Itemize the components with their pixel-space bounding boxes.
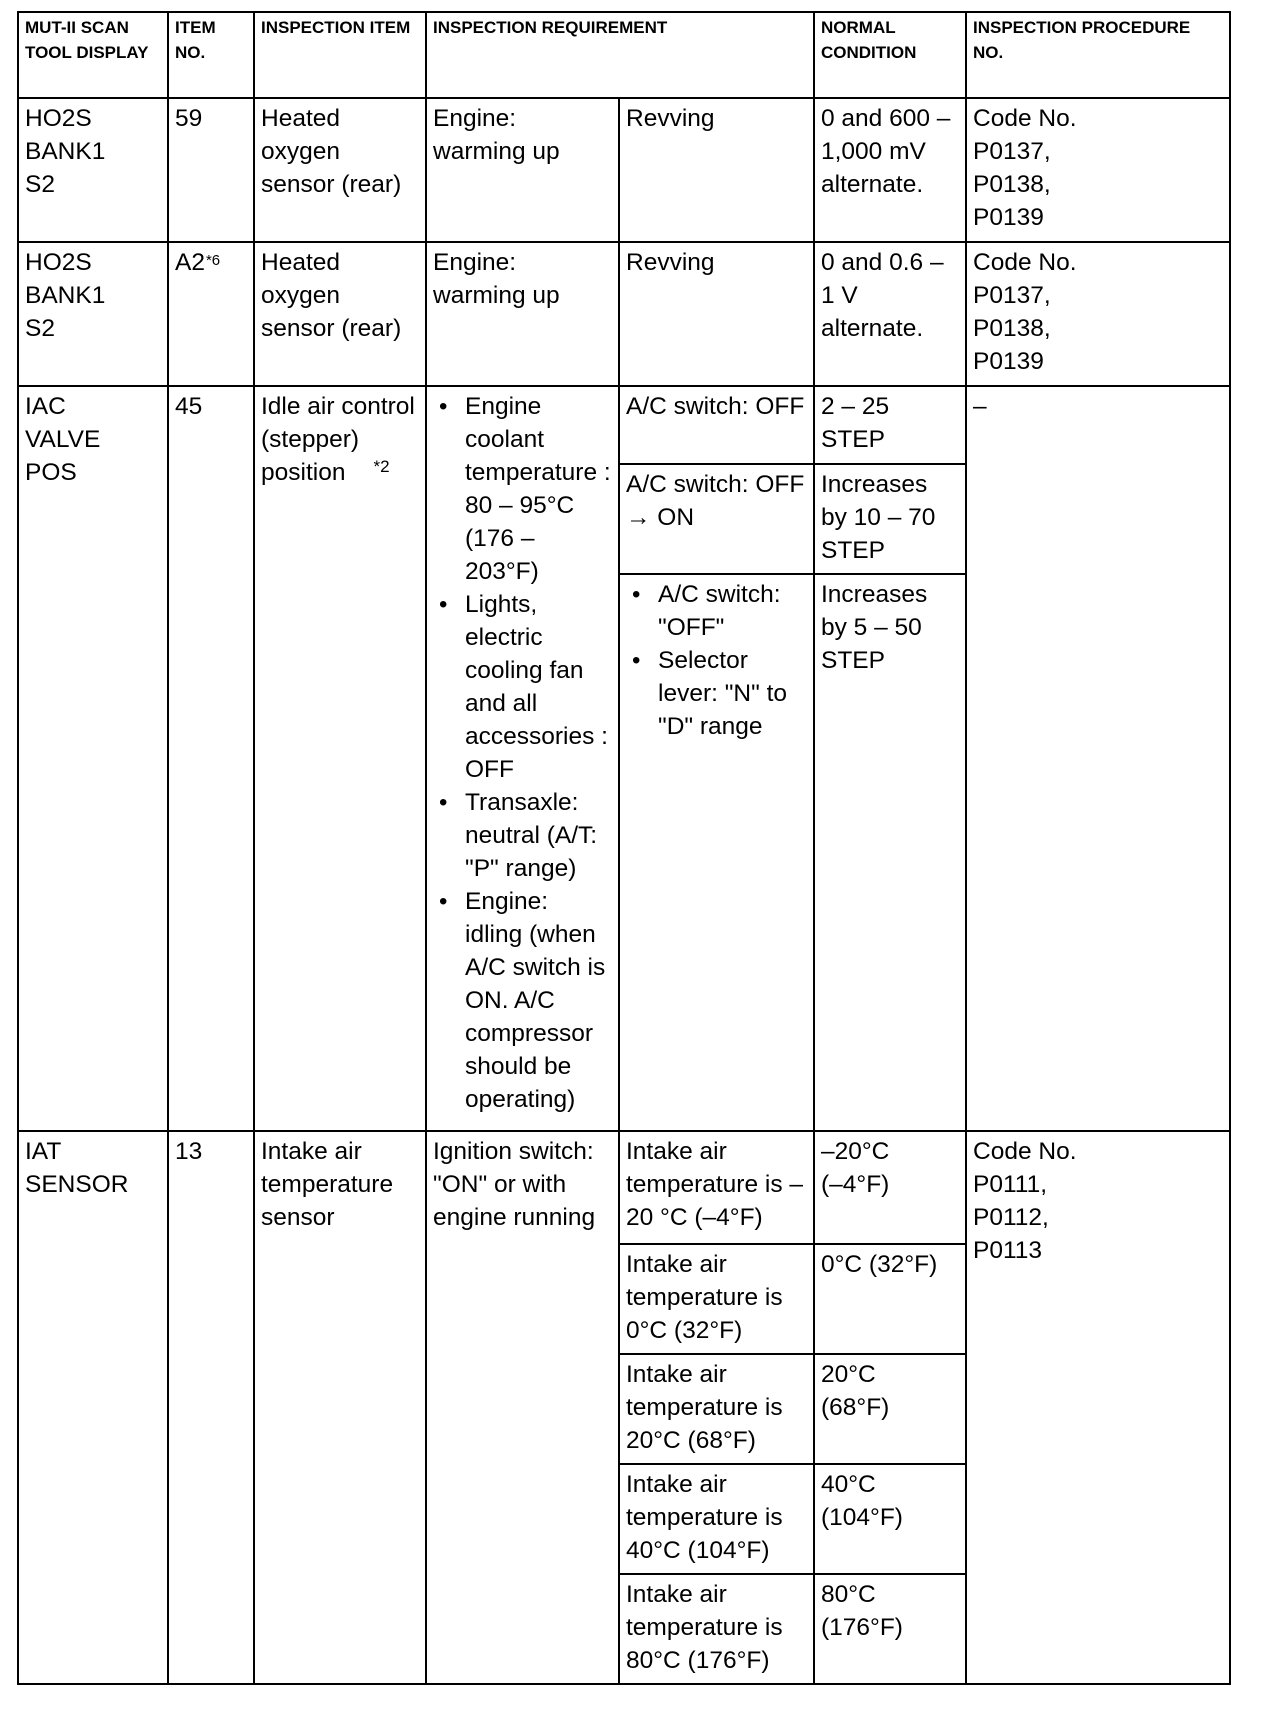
inspection-table bbox=[17, 11, 1231, 1685]
table-row-iat bbox=[18, 1131, 1230, 1244]
list-item: • Selector lever: "N" to "D" range bbox=[626, 644, 807, 743]
condition-list bbox=[626, 578, 807, 743]
inspection-item-cell bbox=[254, 386, 426, 1131]
list-item: • Engine coolant temperature : 80 – 95°C (176 – 203°F) bbox=[433, 390, 612, 588]
condition-cell bbox=[619, 574, 814, 1131]
header-procedure-no: INSPECTION PROCEDURE NO. bbox=[966, 12, 1230, 98]
list-item: • A/C switch: "OFF" bbox=[626, 578, 807, 644]
header-item-no: ITEM NO. bbox=[168, 12, 254, 98]
procedure-cell: – bbox=[966, 386, 1230, 1131]
normal-condition-cell: 40°C (104°F) bbox=[814, 1464, 966, 1574]
table-row-iac bbox=[18, 386, 1230, 464]
normal-condition-cell: 0 and 600 – 1,000 mV alternate. bbox=[814, 98, 966, 242]
item-no-cell bbox=[168, 242, 254, 386]
list-item: • Transaxle: neutral (A/T: "P" range) bbox=[433, 786, 612, 885]
condition-cell: Revving bbox=[619, 242, 814, 386]
inspection-item-cell: Heated oxygen sensor (rear) bbox=[254, 242, 426, 386]
requirement-cell: Engine: warming up bbox=[426, 242, 619, 386]
procedure-cell: Code No. P0137, P0138, P0139 bbox=[966, 98, 1230, 242]
condition-cell: Intake air temperature is 0°C (32°F) bbox=[619, 1244, 814, 1354]
condition-cell: Revving bbox=[619, 98, 814, 242]
header-inspection-item: INSPECTION ITEM bbox=[254, 12, 426, 98]
table-row-ho2s-a2 bbox=[18, 242, 1230, 386]
display-cell: HO2S BANK1 S2 bbox=[18, 242, 168, 386]
requirement-cell bbox=[426, 386, 619, 1131]
list-item: • Engine: idling (when A/C switch is ON. A/C compressor should be operating) bbox=[433, 885, 612, 1116]
condition-cell: Intake air temperature is 40°C (104°F) bbox=[619, 1464, 814, 1574]
display-cell: IAT SENSOR bbox=[18, 1131, 168, 1684]
normal-condition-cell: –20°C (–4°F) bbox=[814, 1131, 966, 1244]
procedure-cell: Code No. P0111, P0112, P0113 bbox=[966, 1131, 1230, 1684]
normal-condition-cell: 0 and 0.6 – 1 V alternate. bbox=[814, 242, 966, 386]
display-cell: IAC VALVE POS bbox=[18, 386, 168, 1131]
normal-condition-cell: 80°C (176°F) bbox=[814, 1574, 966, 1684]
table-row-ho2s-59 bbox=[18, 98, 1230, 242]
normal-condition-cell: 2 – 25 STEP bbox=[814, 386, 966, 464]
item-no-value: A2 bbox=[175, 249, 205, 276]
condition-cell: Intake air temperature is –20 °C (–4°F) bbox=[619, 1131, 814, 1244]
procedure-cell: Code No. P0137, P0138, P0139 bbox=[966, 242, 1230, 386]
requirement-cell: Engine: warming up bbox=[426, 98, 619, 242]
condition-cell: Intake air temperature is 80°C (176°F) bbox=[619, 1574, 814, 1684]
header-row bbox=[18, 12, 1230, 98]
header-display: MUT-II SCAN TOOL DISPLAY bbox=[18, 12, 168, 98]
list-item: • Lights, electric cooling fan and all accessories : OFF bbox=[433, 588, 612, 786]
normal-condition-cell: Increases by 10 – 70 STEP bbox=[814, 464, 966, 574]
inspection-item-cell: Heated oxygen sensor (rear) bbox=[254, 98, 426, 242]
item-no-cell: 59 bbox=[168, 98, 254, 242]
header-normal-condition: NORMAL CONDITION bbox=[814, 12, 966, 98]
footnote-marker: *6 bbox=[205, 252, 221, 269]
header-inspection-requirement: INSPECTION REQUIREMENT bbox=[426, 12, 814, 98]
condition-cell: Intake air temperature is 20°C (68°F) bbox=[619, 1354, 814, 1464]
item-no-cell: 13 bbox=[168, 1131, 254, 1684]
condition-cell: A/C switch: OFF bbox=[619, 386, 814, 464]
normal-condition-cell: Increases by 5 – 50 STEP bbox=[814, 574, 966, 1131]
item-no-cell: 45 bbox=[168, 386, 254, 1131]
requirement-list bbox=[433, 390, 612, 1116]
inspection-item-cell: Intake air temperature sensor bbox=[254, 1131, 426, 1684]
display-cell: HO2S BANK1 S2 bbox=[18, 98, 168, 242]
normal-condition-cell: 20°C (68°F) bbox=[814, 1354, 966, 1464]
requirement-cell: Ignition switch: "ON" or with engine running bbox=[426, 1131, 619, 1684]
condition-cell: A/C switch: OFF → ON bbox=[619, 464, 814, 574]
normal-condition-cell: 0°C (32°F) bbox=[814, 1244, 966, 1354]
footnote-marker: *2 bbox=[373, 457, 390, 476]
inspection-item-text: Idle air control (stepper) position bbox=[261, 393, 415, 486]
